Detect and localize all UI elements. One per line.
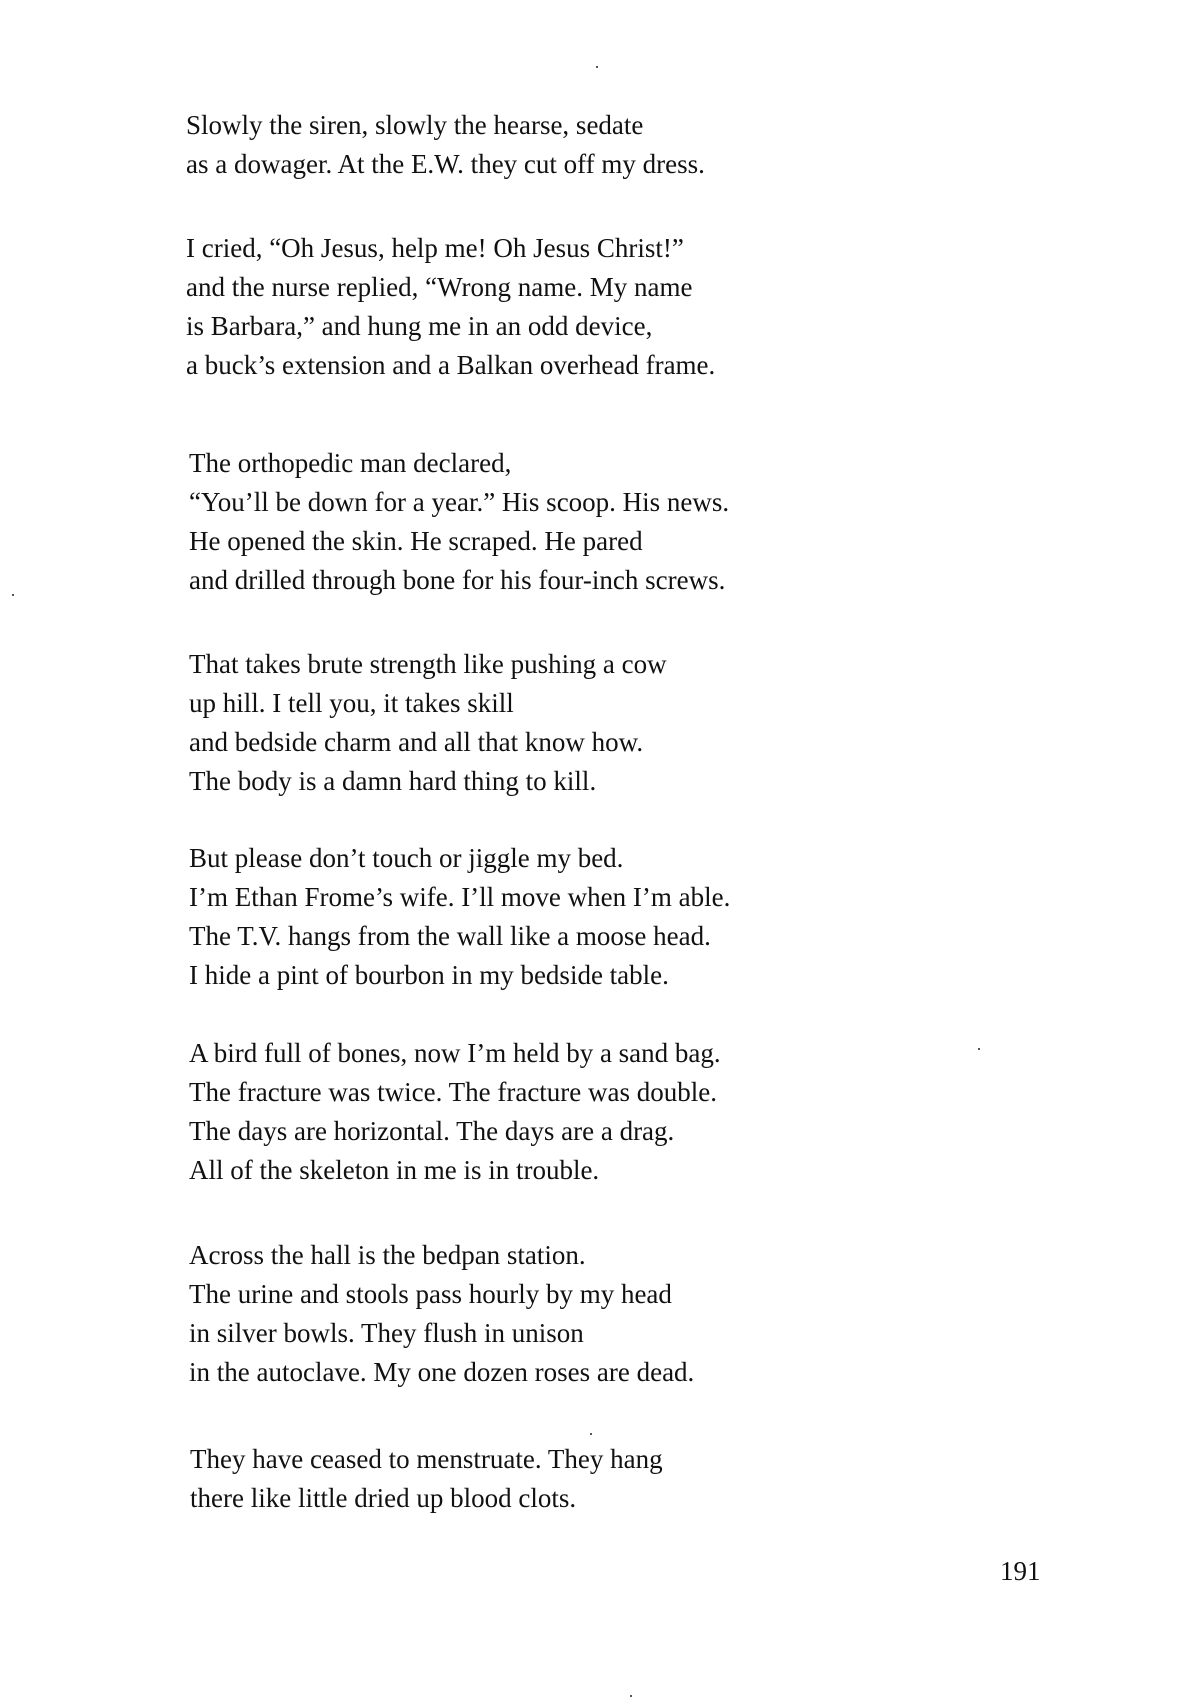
- poem-line: I hide a pint of bourbon in my bedside table.: [189, 960, 669, 990]
- poem-line: and the nurse replied, “Wrong name. My name: [186, 272, 693, 302]
- poem-line: The urine and stools pass hourly by my head: [189, 1279, 672, 1309]
- scan-speck: [978, 1048, 980, 1050]
- stanza-4: [189, 645, 667, 801]
- stanza-3: [189, 444, 729, 600]
- scan-speck: [596, 66, 598, 68]
- poem-line: I’m Ethan Frome’s wife. I’ll move when I’m able.: [189, 882, 731, 912]
- page-number: 191: [1000, 1556, 1041, 1586]
- poem-line: Across the hall is the bedpan station.: [189, 1240, 586, 1270]
- poem-line: and bedside charm and all that know how.: [189, 727, 644, 757]
- poem-line: there like little dried up blood clots.: [190, 1483, 577, 1513]
- stanza-7: [189, 1236, 694, 1392]
- poem-line: A bird full of bones, now I’m held by a sand bag.: [189, 1038, 721, 1068]
- stanza-6: [189, 1034, 721, 1190]
- poem-line: The fracture was twice. The fracture was double.: [189, 1077, 718, 1107]
- stanza-2: [186, 229, 715, 385]
- poem-line: and drilled through bone for his four-inch screws.: [189, 565, 726, 595]
- poem-line: “You’ll be down for a year.” His scoop. His news.: [189, 487, 730, 517]
- stanza-5: [189, 839, 730, 995]
- poem-line: The body is a damn hard thing to kill.: [189, 766, 597, 796]
- scan-speck: [590, 1433, 592, 1435]
- poem-line: All of the skeleton in me is in trouble.: [189, 1155, 600, 1185]
- poem-line: Slowly the siren, slowly the hearse, sedate: [186, 110, 644, 140]
- scan-speck: [630, 1695, 632, 1697]
- stanza-8: [190, 1440, 663, 1518]
- poem-line: He opened the skin. He scraped. He pared: [189, 526, 643, 556]
- poem-line: They have ceased to menstruate. They hang: [190, 1444, 663, 1474]
- poem-line: The orthopedic man declared,: [189, 448, 512, 478]
- poem-line: The T.V. hangs from the wall like a moose head.: [189, 921, 711, 951]
- poem-line: But please don’t touch or jiggle my bed.: [189, 843, 624, 873]
- poem-line: up hill. I tell you, it takes skill: [189, 688, 514, 718]
- stanza-1: [186, 106, 705, 184]
- poem-line: That takes brute strength like pushing a cow: [189, 649, 667, 679]
- poem-line: in silver bowls. They flush in unison: [189, 1318, 584, 1348]
- poem-line: a buck’s extension and a Balkan overhead frame.: [186, 350, 716, 380]
- poem-line: as a dowager. At the E.W. they cut off my dress.: [186, 149, 705, 179]
- poem-line: The days are horizontal. The days are a drag.: [189, 1116, 675, 1146]
- poem-line: I cried, “Oh Jesus, help me! Oh Jesus Christ!”: [186, 233, 684, 263]
- scan-speck: [12, 594, 14, 596]
- poem-line: is Barbara,” and hung me in an odd device,: [186, 311, 653, 341]
- poem-line: in the autoclave. My one dozen roses are dead.: [189, 1357, 695, 1387]
